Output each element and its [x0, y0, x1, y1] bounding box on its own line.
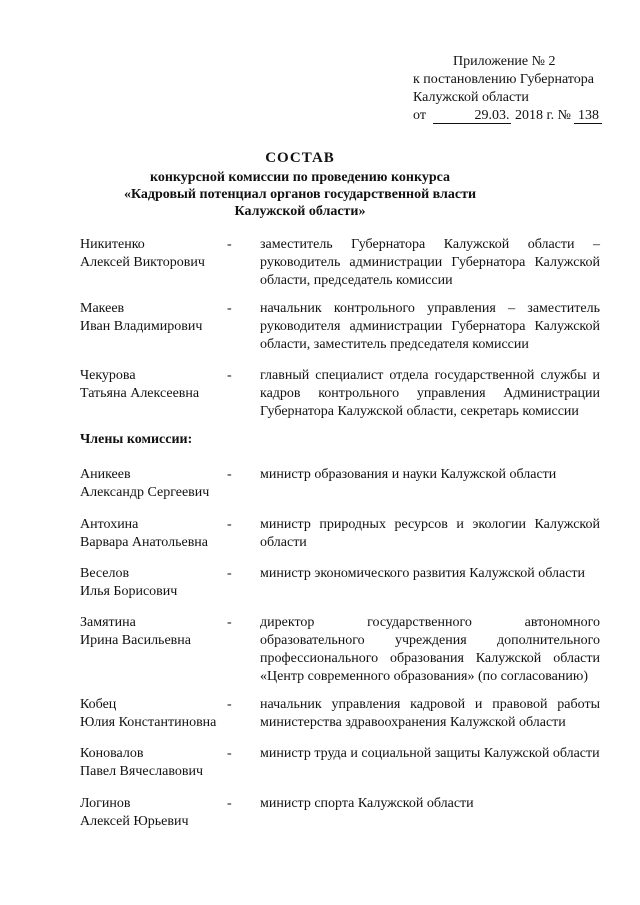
- surname: Чекурова: [80, 368, 136, 383]
- surname: Макеев: [80, 301, 125, 316]
- person-name: [80, 516, 230, 552]
- given-names: Варвара Анатольевна: [80, 535, 209, 550]
- appendix-title: Приложение № 2: [453, 54, 556, 69]
- dash-separator: -: [227, 301, 232, 316]
- dash-separator: -: [227, 467, 232, 482]
- given-names: Алексей Викторович: [80, 255, 205, 270]
- appendix-line-3: Калужской области: [413, 90, 529, 105]
- given-names: Ирина Васильевна: [80, 633, 191, 648]
- dash-separator: -: [227, 566, 232, 581]
- given-names: Иван Владимирович: [80, 319, 203, 334]
- person-name: [80, 614, 230, 650]
- dash-separator: -: [227, 796, 232, 811]
- given-names: Алексей Юрьевич: [80, 814, 189, 829]
- heading-title: СОСТАВ: [265, 150, 335, 166]
- dash-separator: -: [227, 615, 232, 630]
- given-names: Илья Борисович: [80, 584, 178, 599]
- surname: Кобец: [80, 697, 117, 712]
- dash-separator: -: [227, 697, 232, 712]
- resolution-date: 29.03.: [433, 109, 511, 124]
- person-role: министр природных ресурсов и экологии Калужской области: [260, 517, 600, 550]
- person-name: [80, 795, 230, 831]
- person-name: [80, 367, 230, 403]
- surname: Веселов: [80, 566, 130, 581]
- person-role: министр образования и науки Калужской области: [260, 467, 557, 482]
- person-role: начальник контрольного управления – заместитель руководителя администрации Губернатора Калужской области, заместитель председателя комиссии: [260, 301, 600, 352]
- given-names: Татьяна Алексеевна: [80, 386, 200, 401]
- resolution-year: 2018 г. №: [514, 108, 571, 123]
- surname: Логинов: [80, 796, 131, 811]
- members-label: Члены комиссии:: [80, 432, 193, 447]
- heading-line-2: «Кадровый потенциал органов государственной власти: [123, 187, 477, 202]
- person-name: [80, 300, 230, 336]
- person-name: [80, 565, 230, 601]
- appendix-line-2: к постановлению Губернатора: [413, 72, 594, 87]
- person-role: главный специалист отдела государственной службы и кадров контрольного управления Администрации Губернатора Калужской области, секретарь комиссии: [260, 368, 600, 419]
- dash-separator: -: [227, 237, 232, 252]
- surname: Коновалов: [80, 746, 144, 761]
- dash-separator: -: [227, 746, 232, 761]
- surname: Антохина: [80, 517, 139, 532]
- given-names: Павел Вячеславович: [80, 764, 204, 779]
- given-names: Юлия Константиновна: [80, 715, 217, 730]
- appendix-date-line: [413, 107, 613, 125]
- person-name: [80, 696, 230, 732]
- person-role: заместитель Губернатора Калужской области – руководитель администрации Губернатора Калужской области, председатель комиссии: [260, 237, 600, 288]
- from-prefix: от: [413, 108, 426, 123]
- resolution-number: 138: [574, 109, 602, 124]
- person-role: министр спорта Калужской области: [260, 796, 474, 811]
- heading-line-3: Калужской области»: [234, 204, 366, 219]
- appendix-block: [413, 53, 613, 125]
- document-heading: [120, 150, 480, 220]
- person-role: министр труда и социальной защиты Калужской области: [260, 746, 600, 761]
- dash-separator: -: [227, 368, 232, 383]
- person-role: министр экономического развития Калужской области: [260, 566, 586, 581]
- heading-line-1: конкурсной комиссии по проведению конкурса: [149, 170, 450, 185]
- person-name: [80, 236, 230, 272]
- person-name: [80, 745, 230, 781]
- dash-separator: -: [227, 517, 232, 532]
- surname: Аникеев: [80, 467, 131, 482]
- person-name: [80, 466, 230, 502]
- surname: Никитенко: [80, 237, 145, 252]
- given-names: Александр Сергеевич: [80, 485, 210, 500]
- surname: Замятина: [80, 615, 136, 630]
- person-role: директор государственного автономного образовательного учреждения дополнительного профессионального образования Калужской области «Центр современного образования» (по согласованию): [260, 615, 600, 684]
- person-role: начальник управления кадровой и правовой работы министерства здравоохранения Калужской области: [260, 697, 600, 730]
